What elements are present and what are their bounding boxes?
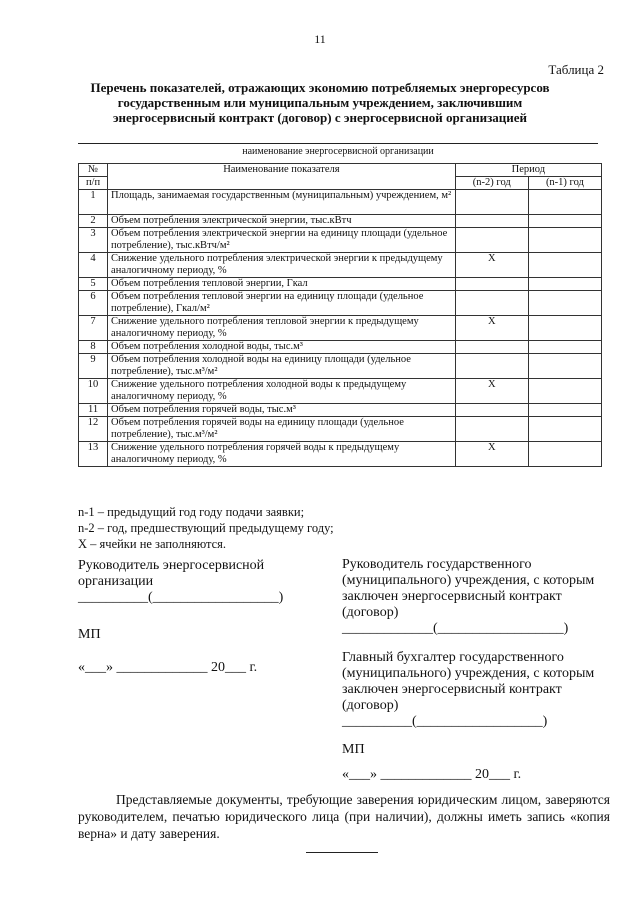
indicator-name-cell: Объем потребления горячей воды, тыс.м³ (108, 404, 456, 417)
period-n2-cell (455, 278, 528, 291)
stamp-place-right: МП (342, 742, 365, 757)
institution-head-heading: Руководитель государственного (муниципального) учреждения, с которым заключен энергосервисный контракт (договор) (342, 557, 595, 620)
period-n1-cell (528, 379, 601, 404)
note-line: n-1 – предыдущий год году подачи заявки; (78, 505, 305, 519)
indicator-name-cell: Снижение удельного потребления горячей воды к предыдущему аналогичному периоду, % (108, 442, 456, 467)
table-row (79, 354, 602, 379)
period-n2-cell (455, 404, 528, 417)
period-n1-cell (528, 253, 601, 278)
stamp-place-left: МП (78, 627, 101, 642)
row-number-cell: 7 (79, 316, 108, 341)
row-number-cell: 5 (79, 278, 108, 291)
row-number-cell: 3 (79, 228, 108, 253)
signature-block-chief-accountant (342, 650, 612, 730)
indicators-table (78, 163, 602, 467)
period-n2-cell (455, 417, 528, 442)
row-number-cell: 12 (79, 417, 108, 442)
table-row (79, 253, 602, 278)
period-n2-cell (455, 291, 528, 316)
footer-rule (306, 852, 378, 853)
table-row (79, 316, 602, 341)
row-number-cell: 13 (79, 442, 108, 467)
header-num-top: № (79, 164, 108, 177)
document-title: Перечень показателей, отражающих экономию потребляемых энергоресурсов государственным или муниципальным учреждением, заключившим энергосервисный контракт (договор) с энергосервисной организацией (90, 80, 550, 125)
period-n1-cell (528, 278, 601, 291)
indicator-name-cell: Снижение удельного потребления тепловой энергии к предыдущему аналогичному периоду, % (108, 316, 456, 341)
chief-accountant-heading: Главный бухгалтер государственного (муниципального) учреждения, с которым заключен энергосервисный контракт (договор) (342, 650, 595, 713)
row-number-cell: 1 (79, 190, 108, 215)
certification-paragraph: Представляемые документы, требующие заверения юридическим лицом, заверяются руководителем, печатью юридического лица (при наличии), должны иметь запись «копия верна» и дату заверения. (78, 792, 610, 841)
period-n1-cell (528, 316, 601, 341)
period-n2-cell: X (455, 442, 528, 467)
period-n1-cell (528, 341, 601, 354)
row-number-cell: 8 (79, 341, 108, 354)
page-number: 11 (314, 32, 326, 46)
header-num-bottom: п/п (79, 177, 108, 190)
table-row (79, 442, 602, 467)
service-org-heading: Руководитель энергосервисной организации (78, 558, 265, 589)
indicator-name-cell: Объем потребления холодной воды, тыс.м³ (108, 341, 456, 354)
chief-accountant-signature-line: __________(__________________) (342, 714, 548, 729)
period-n1-cell (528, 190, 601, 215)
period-n1-cell (528, 215, 601, 228)
period-n1-cell (528, 354, 601, 379)
header-period-n2: (n-2) год (455, 177, 528, 190)
period-n2-cell (455, 228, 528, 253)
period-n1-cell (528, 442, 601, 467)
period-n2-cell (455, 215, 528, 228)
indicator-name-cell: Объем потребления холодной воды на единицу площади (удельное потребление), тыс.м³/м² (108, 354, 456, 379)
date-line-left: «___» _____________ 20___ г. (78, 660, 258, 675)
organization-name-line (78, 143, 598, 144)
signature-block-service-org (78, 558, 318, 606)
header-period: Период (455, 164, 601, 177)
institution-head-signature-line: _____________(__________________) (342, 621, 569, 636)
row-number-cell: 9 (79, 354, 108, 379)
table-row (79, 190, 602, 215)
organization-caption: наименование энергосервисной организации (242, 146, 434, 157)
table-row (79, 341, 602, 354)
table-row (79, 379, 602, 404)
date-line-right: «___» _____________ 20___ г. (342, 767, 522, 782)
signature-block-institution-head (342, 557, 612, 637)
row-number-cell: 10 (79, 379, 108, 404)
period-n1-cell (528, 404, 601, 417)
period-n1-cell (528, 417, 601, 442)
table-row (79, 215, 602, 228)
table-row (79, 291, 602, 316)
row-number-cell: 4 (79, 253, 108, 278)
header-period-n1: (n-1) год (528, 177, 601, 190)
row-number-cell: 11 (79, 404, 108, 417)
indicator-name-cell: Объем потребления электрической энергии, тыс.кВтч (108, 215, 456, 228)
indicator-name-cell: Объем потребления электрической энергии на единицу площади (удельное потребление), тыс.кВтч/м² (108, 228, 456, 253)
table-label: Таблица 2 (548, 62, 604, 77)
period-n2-cell: X (455, 379, 528, 404)
header-indicator-name: Наименование показателя (108, 164, 456, 190)
note-line: n-2 – год, предшествующий предыдущему году; (78, 521, 334, 535)
note-line: X – ячейки не заполняются. (78, 537, 227, 551)
row-number-cell: 6 (79, 291, 108, 316)
period-n2-cell: X (455, 316, 528, 341)
indicator-name-cell: Площадь, занимаемая государственным (муниципальным) учреждением, м² (108, 190, 456, 215)
period-n1-cell (528, 228, 601, 253)
table-row (79, 228, 602, 253)
table-row (79, 278, 602, 291)
indicator-name-cell: Объем потребления тепловой энергии на единицу площади (удельное потребление), Гкал/м² (108, 291, 456, 316)
indicator-name-cell: Снижение удельного потребления холодной воды к предыдущему аналогичному периоду, % (108, 379, 456, 404)
period-n1-cell (528, 291, 601, 316)
period-n2-cell: X (455, 253, 528, 278)
indicator-name-cell: Объем потребления горячей воды на единицу площади (удельное потребление), тыс.м³/м² (108, 417, 456, 442)
table-row (79, 404, 602, 417)
period-n2-cell (455, 190, 528, 215)
table-row (79, 417, 602, 442)
table-notes (78, 504, 334, 552)
period-n2-cell (455, 354, 528, 379)
indicator-name-cell: Объем потребления тепловой энергии, Гкал (108, 278, 456, 291)
indicator-name-cell: Снижение удельного потребления электрической энергии к предыдущему аналогичному периоду, % (108, 253, 456, 278)
service-org-signature-line: __________(__________________) (78, 590, 284, 605)
period-n2-cell (455, 341, 528, 354)
row-number-cell: 2 (79, 215, 108, 228)
